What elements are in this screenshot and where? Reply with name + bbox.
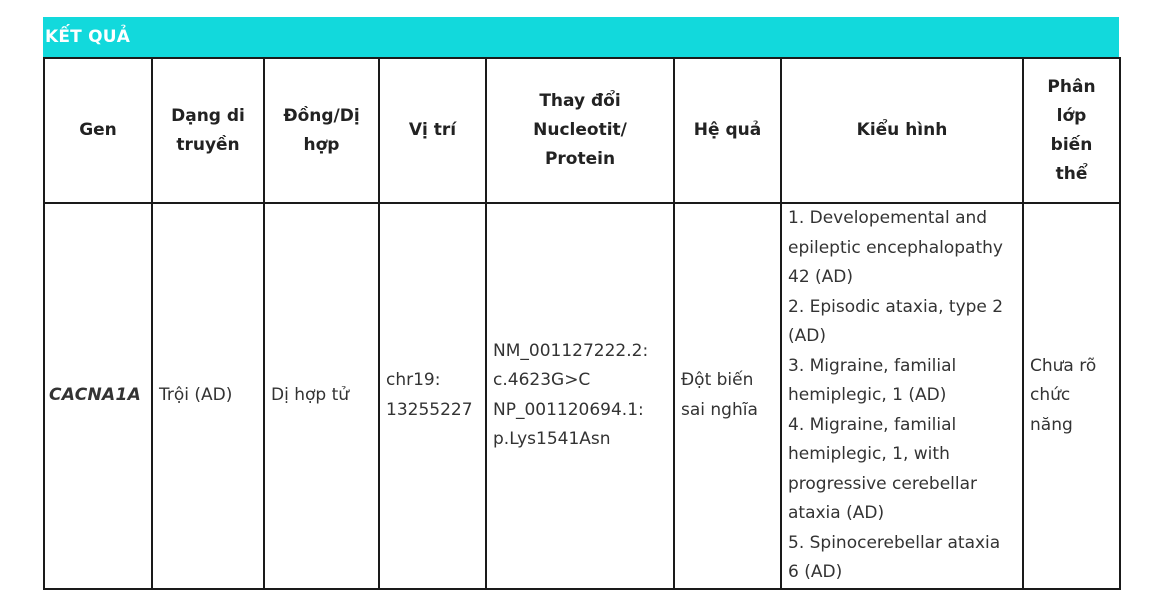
header-consequence: Hệ quả bbox=[674, 58, 781, 203]
cell-phenotype bbox=[781, 203, 1023, 589]
header-gene: Gen bbox=[44, 58, 152, 203]
position-chromosome: chr19: bbox=[386, 370, 441, 391]
list-item: 5. Spinocerebellar ataxia 6 (AD) bbox=[788, 532, 1001, 582]
cell-classification: Chưa rõ chức năng bbox=[1023, 203, 1120, 589]
cell-zygosity: Dị hợp tử bbox=[264, 203, 379, 589]
cell-inheritance: Trội (AD) bbox=[152, 203, 264, 589]
table-header-row bbox=[44, 58, 1120, 203]
table-row bbox=[44, 203, 1120, 589]
header-phenotype: Kiểu hình bbox=[781, 58, 1023, 203]
header-position: Vị trí bbox=[379, 58, 486, 203]
nucleotide-change: c.4623G>C bbox=[493, 370, 591, 391]
list-item: 3. Migraine, familial hemiplegic, 1 (AD) bbox=[788, 355, 957, 405]
cell-consequence: Đột biến sai nghĩa bbox=[674, 203, 781, 589]
cell-change bbox=[486, 203, 674, 589]
list-item: 2. Episodic ataxia, type 2 (AD) bbox=[788, 296, 1004, 346]
header-classification: Phân lớp biến thể bbox=[1023, 58, 1120, 203]
result-section bbox=[43, 17, 1119, 590]
protein-change: p.Lys1541Asn bbox=[493, 429, 611, 450]
header-change: Thay đổi Nucleotit/ Protein bbox=[486, 58, 674, 203]
cell-gene: CACNA1A bbox=[44, 203, 152, 589]
list-item: 4. Migraine, familial hemiplegic, 1, with progressive cerebellar ataxia (AD) bbox=[788, 414, 978, 523]
header-inheritance: Dạng di truyền bbox=[152, 58, 264, 203]
list-item: 1. Developemental and epileptic encephalopathy 42 (AD) bbox=[788, 208, 1003, 287]
header-zygosity: Đồng/Dị hợp bbox=[264, 58, 379, 203]
transcript-id: NM_001127222.2: bbox=[493, 340, 649, 361]
protein-id: NP_001120694.1: bbox=[493, 399, 644, 420]
section-title: KẾT QUẢ bbox=[43, 17, 1119, 57]
cell-position bbox=[379, 203, 486, 589]
result-table bbox=[43, 57, 1121, 590]
position-coordinate: 13255227 bbox=[386, 399, 473, 420]
phenotype-list bbox=[788, 204, 1016, 588]
